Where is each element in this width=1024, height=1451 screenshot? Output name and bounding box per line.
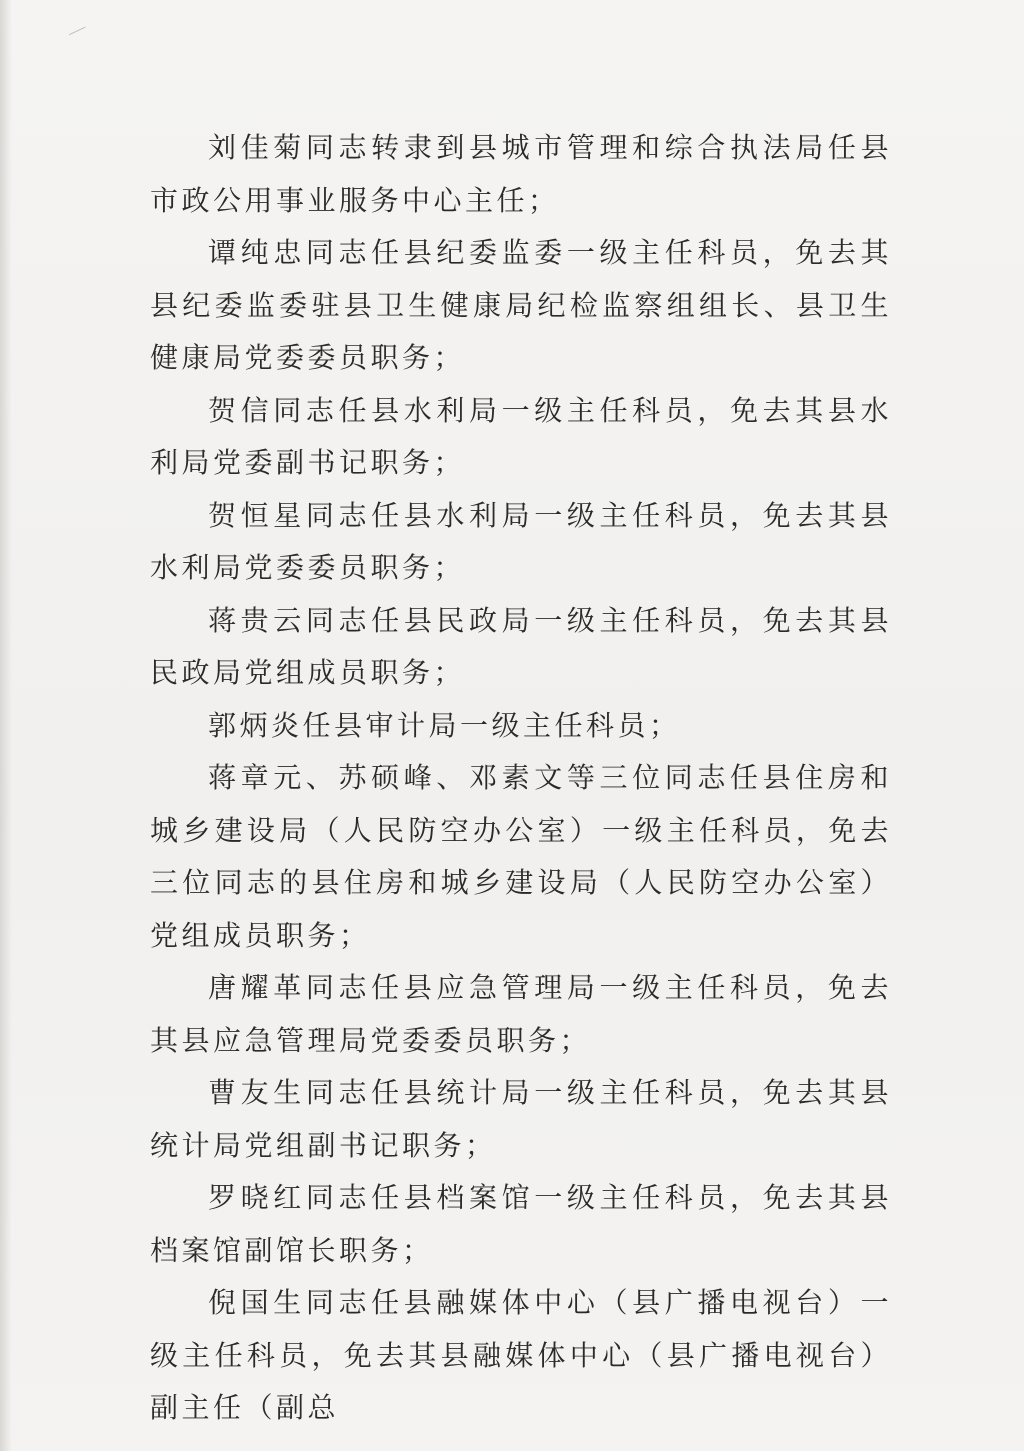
scan-mark bbox=[69, 27, 89, 43]
paragraph-he-hengxing: 贺恒星同志任县水利局一级主任科员，免去其县水利局党委委员职务； bbox=[150, 498, 892, 584]
paragraph-guo-bingyan: 郭炳炎任县审计局一级主任科员； bbox=[208, 708, 681, 742]
document-body bbox=[150, 122, 892, 1435]
paragraph-luo-xiaohong: 罗晓红同志任县档案馆一级主任科员，免去其县档案馆副馆长职务； bbox=[150, 1181, 892, 1267]
page-edge-shadow bbox=[0, 0, 12, 1451]
paragraph-liu-jiaju: 刘佳菊同志转隶到县城市管理和综合执法局任县市政公用事业服务中心主任； bbox=[150, 131, 892, 217]
paragraph-jiang-zhangyuan: 蒋章元、苏硕峰、邓素文等三位同志任县住房和城乡建设局（人民防空办公室）一级主任科员，免去三位同志的县住房和城乡建设局（人民防空办公室）党组成员职务； bbox=[150, 761, 892, 952]
paragraph-cao-yousheng: 曹友生同志任县统计局一级主任科员，免去其县统计局党组副书记职务； bbox=[150, 1076, 892, 1162]
paragraph-tan-chunzhong: 谭纯忠同志任县纪委监委一级主任科员，免去其县纪委监委驻县卫生健康局纪检监察组组长、县卫生健康局党委委员职务； bbox=[150, 236, 892, 374]
paragraph-tang-yaoge: 唐耀革同志任县应急管理局一级主任科员，免去其县应急管理局党委委员职务； bbox=[150, 971, 892, 1057]
paragraph-jiang-guiyun: 蒋贵云同志任县民政局一级主任科员，免去其县民政局党组成员职务； bbox=[150, 603, 892, 689]
paragraph-he-xin: 贺信同志任县水利局一级主任科员，免去其县水利局党委副书记职务； bbox=[150, 393, 892, 479]
paragraph-ni-guosheng: 倪国生同志任县融媒体中心（县广播电视台）一级主任科员，免去其县融媒体中心（县广播电视台）副主任（副总 bbox=[150, 1286, 892, 1424]
